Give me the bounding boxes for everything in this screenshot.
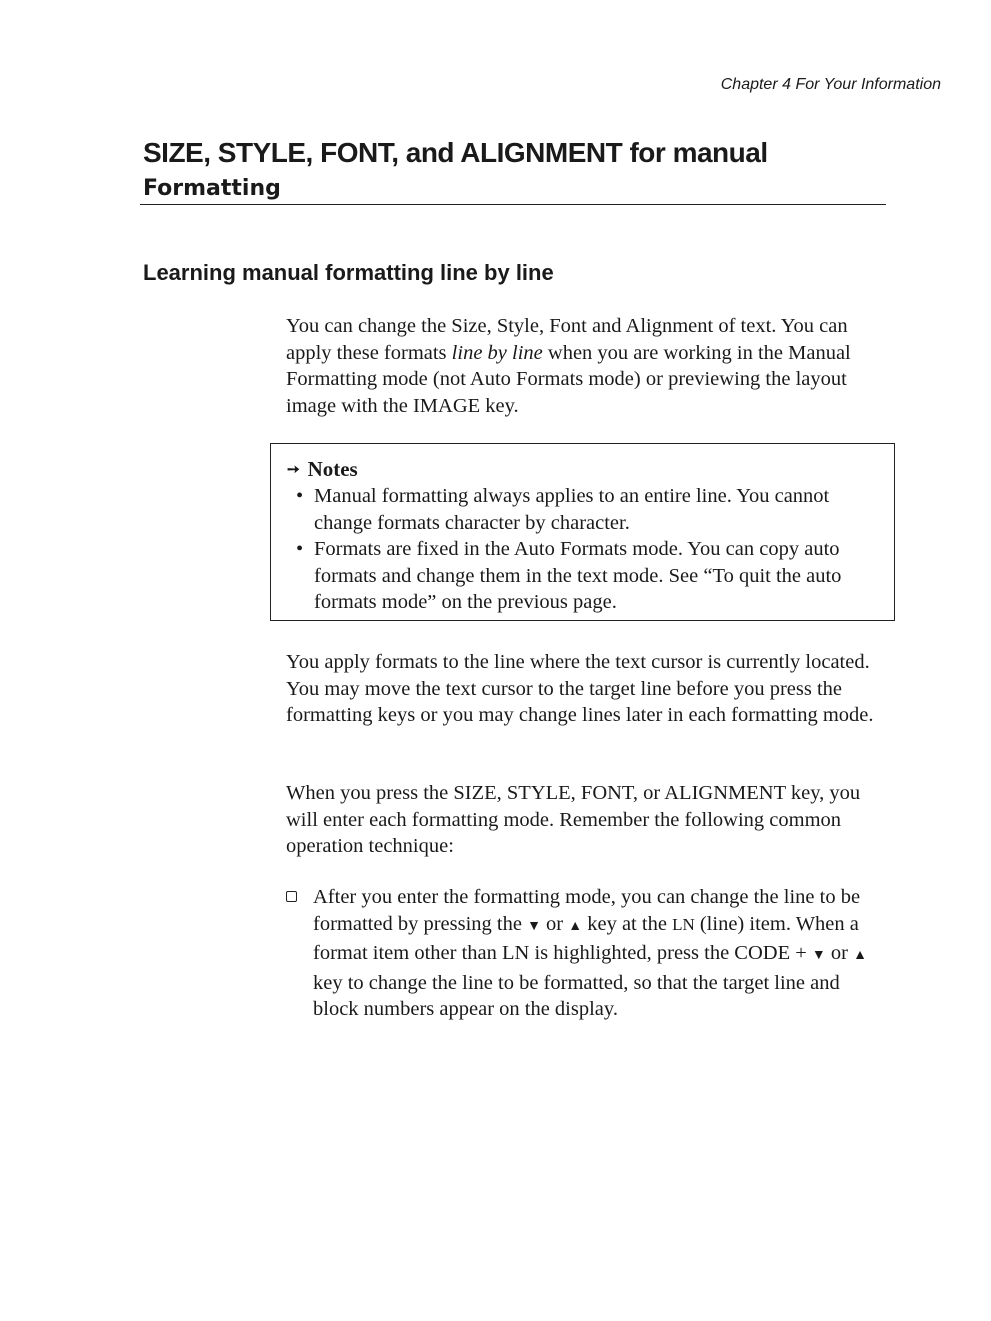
up-triangle-icon: ▲ bbox=[568, 918, 583, 934]
intro-paragraph: You can change the Size, Style, Font and Alignment of text. You can apply these formats line by line when you are working in the Manual Formatting mode (not Auto Formats mode) or previewing the layout image with the IMAGE key. bbox=[286, 315, 851, 417]
arrow-diamond-icon: ➙ bbox=[287, 462, 300, 478]
bullet-icon: • bbox=[296, 538, 304, 560]
list-item: • Manual formatting always applies to an entire line. You cannot change formats character by character. bbox=[296, 485, 830, 534]
notes-list bbox=[285, 483, 885, 616]
up-triangle-icon: ▲ bbox=[853, 948, 867, 963]
section-heading: Learning manual formatting line by line bbox=[143, 260, 554, 285]
title-divider bbox=[140, 204, 886, 205]
notes-label: Notes bbox=[307, 457, 358, 481]
down-triangle-icon: ▼ bbox=[811, 948, 826, 963]
emphasis-text: line by line bbox=[451, 341, 543, 364]
down-triangle-icon: ▼ bbox=[527, 918, 541, 934]
press-paragraph: When you press the SIZE, STYLE, FONT, or ALIGNMENT key, you will enter each formatting mode. Remember the following common operation technique: bbox=[286, 782, 861, 857]
notes-box bbox=[270, 443, 895, 621]
apply-paragraph: You apply formats to the line where the text cursor is currently located. You may move the text cursor to the target line before you press the formatting keys or you may change lines later in each formatting mode. bbox=[286, 651, 874, 726]
checkbox-icon bbox=[286, 891, 297, 902]
list-item: • Formats are fixed in the Auto Formats mode. You can copy auto formats and change them in the text mode. See “To quit the auto formats mode” on the previous page. bbox=[296, 538, 842, 613]
notes-heading bbox=[287, 456, 358, 485]
page-subtitle: Formatting bbox=[143, 176, 281, 201]
checklist-item: After you enter the formatting mode, you can change the line to be formatted by pressing the ▼ or ▲ key at the LN (line) item. When a format item other than LN is highlighted, press the CODE + ▼ or ▲ key to change the line to be formatted, so that the target line and block numbers appear on the display. bbox=[284, 884, 884, 1023]
technique-checklist bbox=[284, 884, 884, 1023]
page-title: SIZE, STYLE, FONT, and ALIGNMENT for manual bbox=[143, 137, 768, 168]
bullet-icon: • bbox=[296, 485, 304, 507]
chapter-header: Chapter 4 For Your Information bbox=[720, 76, 941, 93]
